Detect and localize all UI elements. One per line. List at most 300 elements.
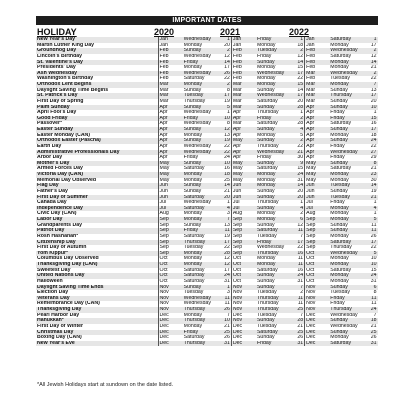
weekday-2022: Tuesday — [330, 290, 350, 296]
month-2021: Oct — [231, 268, 256, 274]
month-2021: Dec — [231, 335, 256, 341]
day-2021: 31 — [297, 278, 304, 284]
day-2020: 14 — [218, 60, 232, 66]
day-2021: 4 — [291, 127, 305, 133]
weekday-2022: Thursday — [329, 307, 364, 313]
month-2022: Jan — [305, 37, 330, 43]
day-2021: 11 — [297, 256, 304, 262]
month-2020: Jul — [158, 206, 183, 212]
month-2021: Jan — [231, 37, 256, 43]
month-2020: Feb — [158, 54, 183, 60]
day-2022: 30 — [370, 177, 377, 183]
weekday-2020: Saturday — [183, 166, 205, 172]
holiday-dates-table-body — [36, 37, 378, 346]
month-2022: Sep — [305, 217, 330, 223]
day-2021: 20 — [297, 188, 304, 194]
weekday-2021: Friday — [256, 53, 272, 59]
weekday-2022: Friday — [330, 155, 345, 161]
month-2022: Mar — [305, 99, 330, 105]
weekday-2022: Sunday — [329, 138, 364, 144]
month-2022: Jan — [305, 43, 330, 49]
day-2021: 25 — [291, 330, 305, 336]
day-2022: 21 — [370, 65, 377, 71]
day-2021: 24 — [291, 273, 305, 279]
weekday-2020: Sunday — [183, 138, 218, 144]
day-2021: 20 — [297, 98, 304, 104]
weekday-2022: Sunday — [329, 161, 364, 167]
holiday-name: Pearl Harbor Day — [37, 312, 80, 318]
day-2020: 12 — [218, 262, 232, 268]
day-2022: 17 — [370, 42, 377, 48]
day-2021: 2 — [291, 48, 305, 54]
day-2022: 24 — [364, 273, 377, 279]
month-2022: Dec — [305, 335, 330, 341]
day-2022: 26 — [370, 335, 377, 341]
day-2020: 11 — [224, 301, 230, 307]
month-2022: Dec — [305, 341, 330, 347]
month-2020: Apr — [158, 127, 183, 133]
day-2021: 14 — [297, 87, 304, 93]
month-2022: Mar — [305, 93, 330, 99]
day-2020: 19 — [224, 98, 230, 104]
month-2020: Dec — [158, 324, 183, 330]
day-2022: 16 — [370, 121, 377, 127]
day-2020: 19 — [224, 233, 230, 239]
day-2020: 16 — [224, 166, 230, 172]
month-2021: Sep — [231, 251, 256, 257]
month-2021: Mar — [231, 82, 256, 88]
weekday-2022: Saturday — [330, 267, 352, 273]
month-2021: Sep — [231, 240, 256, 246]
day-2021: 21 — [297, 323, 304, 329]
weekday-2022: Monday — [329, 217, 364, 223]
weekday-2022: Sunday — [330, 87, 348, 93]
day-2021: 15 — [297, 166, 304, 172]
weekday-2020: Sunday — [183, 48, 218, 54]
month-2021: Mar — [231, 88, 256, 94]
day-2021: 17 — [291, 71, 305, 77]
holiday-name: Halloween — [37, 278, 63, 284]
month-2020: May — [158, 172, 183, 178]
month-2021: Nov — [231, 296, 256, 302]
month-2020: Jan — [158, 37, 183, 43]
day-2020: 13 — [224, 222, 230, 228]
day-2021: 17 — [291, 240, 305, 246]
month-2021: Nov — [231, 285, 256, 291]
month-2020: Oct — [158, 279, 183, 285]
month-2020: Dec — [158, 341, 183, 347]
holiday-name: Election Day — [37, 290, 69, 296]
day-2022: 15 — [364, 116, 377, 122]
month-2022: Mar — [305, 82, 330, 88]
month-2020: Aug — [158, 211, 183, 217]
weekday-2022: Sunday — [330, 222, 348, 228]
month-2020: Feb — [158, 60, 183, 66]
month-2021: Jun — [231, 183, 256, 189]
day-2022: 11 — [371, 222, 377, 228]
weekday-2021: Wednesday — [256, 71, 291, 77]
holiday-name: Labor Day — [36, 217, 158, 223]
weekday-2021: Friday — [256, 341, 291, 347]
holiday-name: Washington's Birthday — [37, 76, 94, 82]
day-2022: 31 — [370, 278, 377, 284]
month-2020: Dec — [158, 335, 183, 341]
weekday-2020: Sunday — [183, 222, 202, 228]
holiday-name: St. Valentine's Day — [36, 60, 158, 66]
month-2021: Jan — [231, 43, 256, 49]
day-2020: 11 — [218, 296, 232, 302]
day-2021: 14 — [291, 60, 305, 66]
weekday-2020: Thursday — [183, 307, 218, 313]
day-2022: 21 — [364, 195, 377, 201]
weekday-2022: Sunday — [329, 285, 364, 291]
weekday-2020: Monday — [183, 256, 203, 262]
month-2020: May — [158, 161, 183, 167]
footnote: *All Jewish Holidays start at sundown on the date listed. — [37, 382, 174, 388]
day-2021: 15 — [291, 82, 305, 88]
weekday-2022: Wednesday — [330, 323, 358, 329]
day-2022: 13 — [370, 87, 377, 93]
weekday-2022: Tuesday — [330, 76, 350, 82]
day-2020: 22 — [218, 150, 232, 156]
day-2020: 24 — [218, 273, 232, 279]
month-2022: Jun — [305, 195, 330, 201]
month-2022: Dec — [305, 324, 330, 330]
weekday-2021: Sunday — [256, 335, 275, 341]
weekday-2021: Thursday — [256, 110, 279, 116]
day-2022: 26 — [370, 233, 377, 239]
holiday-name: First Day of Summer — [36, 195, 158, 201]
weekday-2021: Monday — [256, 132, 276, 138]
month-2021: Jun — [231, 189, 256, 195]
day-2022: 22 — [370, 76, 377, 82]
month-2021: Jul — [231, 200, 256, 206]
weekday-2020: Wednesday — [183, 301, 211, 307]
month-2021: Apr — [231, 144, 256, 150]
month-2021: May — [231, 166, 256, 172]
day-2020: 8 — [226, 121, 230, 127]
day-2022: 20 — [370, 98, 377, 104]
day-2020: 18 — [218, 172, 232, 178]
weekday-2021: Monday — [256, 217, 291, 223]
month-2021: Mar — [231, 105, 256, 111]
holiday-name: New Year's Eve — [36, 341, 158, 347]
weekday-2022: Friday — [330, 143, 345, 149]
month-2021: Dec — [231, 341, 256, 347]
weekday-2021: Friday — [256, 37, 291, 43]
holiday-row — [36, 341, 378, 347]
day-2021: 12 — [297, 53, 304, 59]
month-2021: Nov — [231, 318, 256, 324]
weekday-2022: Monday — [330, 211, 349, 217]
holiday-column-header: HOLIDAY — [37, 27, 77, 37]
day-2020: 7 — [226, 312, 230, 318]
holiday-name: United Nations Day — [36, 273, 158, 279]
weekday-2020: Monday — [183, 312, 203, 318]
month-2022: Sep — [305, 234, 330, 240]
weekday-2022: Wednesday — [329, 150, 364, 156]
holiday-name: Thanksgiving Day (CAN) — [36, 262, 158, 268]
day-2020: 17 — [224, 267, 230, 273]
day-2020: 17 — [224, 65, 230, 71]
weekday-2020: Monday — [183, 132, 203, 138]
month-2021: May — [231, 161, 256, 167]
holiday-name: First Day of Autumn — [37, 245, 87, 251]
day-2022: 8 — [364, 161, 377, 167]
day-2020: 21 — [224, 323, 230, 329]
month-2020: Oct — [158, 256, 183, 262]
day-2022: 1 — [373, 110, 377, 116]
month-2022: Apr — [305, 110, 330, 116]
holiday-name: Passover* — [37, 121, 63, 127]
month-2022: Apr — [305, 133, 330, 139]
holiday-name: First Day of Spring — [37, 98, 84, 104]
month-2020: Sep — [158, 245, 183, 251]
weekday-2020: Tuesday — [183, 93, 218, 99]
weekday-2022: Saturday — [329, 341, 364, 347]
month-2020: Nov — [158, 290, 183, 296]
weekday-2020: Monday — [183, 177, 203, 183]
weekday-2020: Monday — [183, 251, 218, 257]
holiday-name: Columbus Day Observed — [37, 256, 99, 262]
month-2022: Apr — [305, 150, 330, 156]
holiday-name: Good Friday — [36, 116, 158, 122]
month-2022: Feb — [305, 76, 330, 82]
weekday-2021: Sunday — [256, 105, 291, 111]
day-2021: 11 — [291, 228, 305, 234]
holiday-name: Citizenship Day — [36, 240, 158, 246]
weekday-2020: Wednesday — [183, 37, 218, 43]
month-2022: Oct — [305, 273, 330, 279]
day-2021: 31 — [291, 341, 305, 347]
day-2020: 31 — [218, 341, 232, 347]
weekday-2022: Wednesday — [330, 312, 358, 318]
weekday-2020: Sunday — [183, 105, 218, 111]
month-2021: Feb — [231, 71, 256, 77]
month-2022: Apr — [305, 144, 330, 150]
day-2020: 10 — [218, 161, 232, 167]
weekday-2021: Wednesday — [256, 93, 291, 99]
month-2021: Sep — [231, 234, 256, 240]
month-2022: Nov — [305, 285, 330, 291]
month-2020: Sep — [158, 217, 183, 223]
day-2021: 5 — [300, 132, 304, 138]
year-2022-header: 2022 — [289, 27, 310, 37]
weekday-2022: Sunday — [329, 318, 364, 324]
weekday-2021: Monday — [256, 82, 291, 88]
holiday-name: Arbor Day — [37, 155, 63, 161]
day-2021: 22 — [297, 143, 304, 149]
weekday-2022: Friday — [330, 110, 345, 116]
weekday-2022: Monday — [330, 132, 349, 138]
month-2021: Apr — [231, 116, 256, 122]
weekday-2021: Saturday — [256, 166, 278, 172]
weekday-2021: Thursday — [256, 307, 291, 313]
weekday-2020: Sunday — [183, 183, 218, 189]
month-2020: Sep — [158, 223, 183, 229]
day-2022: 4 — [364, 206, 377, 212]
month-2020: Dec — [158, 330, 183, 336]
weekday-2021: Monday — [256, 42, 276, 48]
holiday-name: Ash Wednesday — [36, 71, 158, 77]
month-2021: Nov — [231, 301, 256, 307]
month-2022: Sep — [305, 245, 330, 251]
weekday-2020: Monday — [183, 211, 203, 217]
day-2021: 28 — [291, 318, 305, 324]
weekday-2021: Sunday — [256, 60, 291, 66]
day-2020: 1 — [218, 285, 232, 291]
holiday-name: Palm Sunday — [36, 105, 158, 111]
holiday-name: Yom Kippur* — [36, 251, 158, 257]
month-2020: Jan — [158, 43, 183, 49]
weekday-2022: Monday — [330, 278, 349, 284]
holiday-name: First Day of Winter — [37, 323, 84, 329]
month-2020: Sep — [158, 240, 183, 246]
month-2021: Aug — [231, 211, 256, 217]
month-2022: Apr — [305, 105, 330, 111]
day-2022: 18 — [370, 132, 377, 138]
weekday-2020: Saturday — [183, 195, 218, 201]
weekday-2021: Friday — [256, 116, 291, 122]
weekday-2021: Monday — [256, 183, 291, 189]
weekday-2021: Monday — [256, 172, 291, 178]
weekday-2021: Monday — [256, 65, 276, 71]
month-2020: Sep — [158, 251, 183, 257]
day-2020: 1 — [218, 37, 232, 43]
month-2021: Jun — [231, 195, 256, 201]
month-2020: Feb — [158, 65, 183, 71]
month-2021: Dec — [231, 330, 256, 336]
day-2020: 20 — [224, 42, 230, 48]
weekday-2022: Monday — [329, 262, 364, 268]
weekday-2021: Monday — [256, 211, 276, 217]
month-2020: May — [158, 166, 183, 172]
weekday-2022: Wednesday — [329, 71, 364, 77]
holiday-name: Victoria Day (CAN) — [36, 172, 158, 178]
day-2022: 21 — [370, 323, 377, 329]
month-2021: Dec — [231, 324, 256, 330]
holiday-name: St. Patrick's Day — [36, 93, 158, 99]
day-2021: 31 — [297, 177, 304, 183]
day-2020: 19 — [218, 138, 232, 144]
month-2021: Nov — [231, 307, 256, 313]
holiday-name: Veterans Day — [36, 296, 158, 302]
day-2022: 27 — [364, 150, 377, 156]
weekday-2020: Wednesday — [183, 296, 218, 302]
weekday-2020: Monday — [183, 172, 218, 178]
day-2020: 12 — [218, 127, 232, 133]
holiday-name: Armed Forces Day — [37, 166, 83, 172]
holiday-name: Boxing Day (CAN) — [37, 335, 82, 341]
weekday-2021: Monday — [256, 177, 276, 183]
holiday-name: Rosh Hashanah* — [37, 233, 79, 239]
weekday-2020: Saturday — [183, 335, 205, 341]
holiday-name: Lincoln's Birthday — [37, 53, 83, 59]
holiday-name: Hanukkah* — [36, 318, 158, 324]
day-2022: 7 — [373, 312, 377, 318]
day-2020: 24 — [224, 155, 230, 161]
weekday-2021: Sunday — [256, 278, 275, 284]
day-2021: 18 — [297, 42, 304, 48]
month-2022: Dec — [305, 318, 330, 324]
month-2020: Apr — [158, 116, 183, 122]
day-2021: 25 — [291, 307, 305, 313]
weekday-2021: Saturday — [256, 98, 278, 104]
month-2021: Feb — [231, 48, 256, 54]
month-2022: Dec — [305, 313, 330, 319]
day-2020: 17 — [218, 93, 232, 99]
month-2022: Nov — [305, 307, 330, 313]
day-2020: 8 — [226, 87, 230, 93]
day-2022: 24 — [364, 307, 377, 313]
month-2020: Apr — [158, 105, 183, 111]
month-2022: Apr — [305, 138, 330, 144]
month-2022: Jun — [305, 189, 330, 195]
weekday-2020: Monday — [183, 262, 218, 268]
month-2021: Mar — [231, 93, 256, 99]
month-2020: Jun — [158, 189, 183, 195]
weekday-2021: Sunday — [256, 273, 291, 279]
month-2020: Mar — [158, 82, 183, 88]
month-2022: Apr — [305, 127, 330, 133]
month-2021: Apr — [231, 155, 256, 161]
day-2020: 17 — [218, 240, 232, 246]
month-2022: Apr — [305, 155, 330, 161]
day-2022: 10 — [364, 262, 377, 268]
weekday-2022: Sunday — [329, 127, 364, 133]
day-2021: 2 — [300, 290, 304, 296]
day-2022: 5 — [364, 217, 377, 223]
weekday-2021: Monday — [256, 262, 291, 268]
month-2022: Oct — [305, 268, 330, 274]
month-2021: Apr — [231, 150, 256, 156]
day-2020: 22 — [224, 76, 230, 82]
weekday-2021: Tuesday — [256, 290, 277, 296]
weekday-2021: Monday — [256, 256, 276, 262]
weekday-2022: Sunday — [330, 188, 348, 194]
day-2020: 1 — [226, 200, 230, 206]
day-2020: 3 — [226, 211, 230, 217]
month-2021: Mar — [231, 99, 256, 105]
day-2021: 2 — [291, 138, 305, 144]
weekday-2020: Tuesday — [183, 245, 204, 251]
month-2022: Oct — [305, 251, 330, 257]
holiday-name: Martin Luther King Day — [37, 42, 95, 48]
month-2021: Sep — [231, 245, 256, 251]
month-2021: Feb — [231, 60, 256, 66]
month-2020: Apr — [158, 144, 183, 150]
month-2022: Dec — [305, 330, 330, 336]
day-2021: 16 — [291, 251, 305, 257]
weekday-2020: Friday — [183, 228, 218, 234]
day-2021: 2 — [291, 116, 305, 122]
day-2021: 11 — [291, 262, 305, 268]
month-2021: Dec — [231, 313, 256, 319]
month-2020: Apr — [158, 155, 183, 161]
day-2020: 2 — [218, 48, 232, 54]
month-2022: Sep — [305, 228, 330, 234]
weekday-2022: Monday — [329, 60, 364, 66]
month-2021: Oct — [231, 256, 256, 262]
weekday-2022: Saturday — [330, 166, 352, 172]
month-2021: Sep — [231, 217, 256, 223]
month-2022: May — [305, 178, 330, 184]
day-2020: 22 — [224, 245, 230, 251]
day-2021: 24 — [291, 172, 305, 178]
month-2021: Sep — [231, 228, 256, 234]
day-2022: 11 — [371, 301, 377, 307]
weekday-2022: Thursday — [330, 245, 352, 251]
